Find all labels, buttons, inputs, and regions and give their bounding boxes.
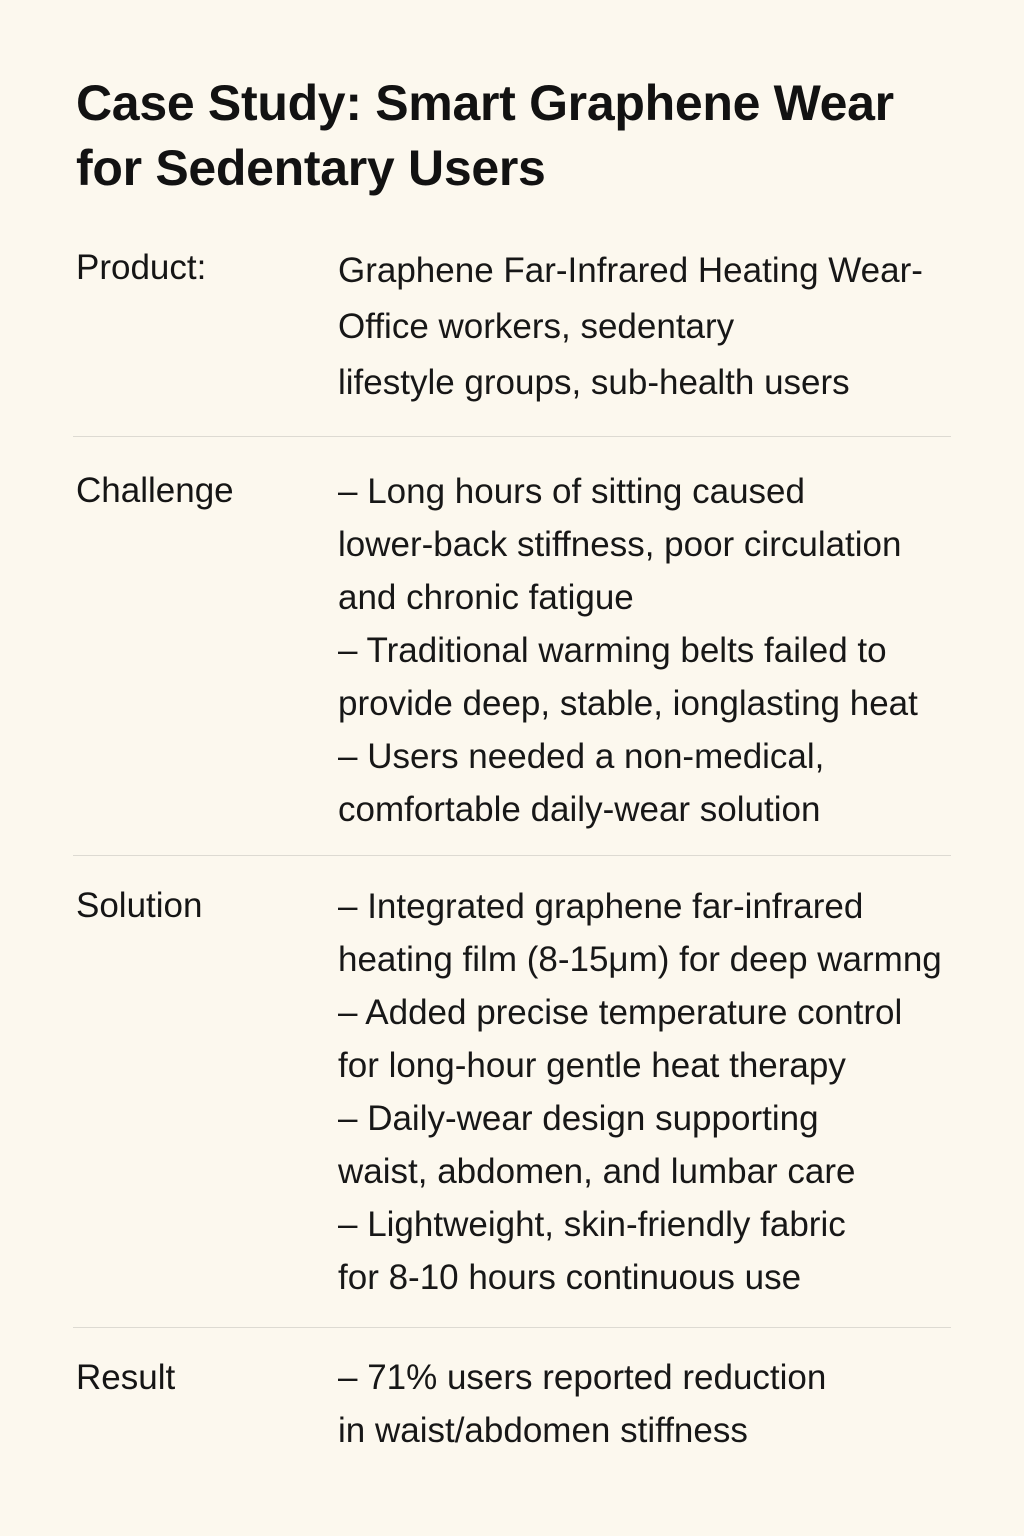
- product-label: Product:: [76, 248, 207, 287]
- title-line-1: Case Study: Smart Graphene Wear: [76, 75, 894, 131]
- result-content: [338, 1351, 998, 1457]
- challenge-label: Challenge: [76, 471, 234, 510]
- solution-line: for long-hour gentle heat therapy: [338, 1046, 846, 1085]
- solution-label: Solution: [76, 886, 203, 925]
- challenge-line: provide deep, stable, ionglasting heat: [338, 684, 918, 723]
- challenge-line: lower-back stiffness, poor circulation: [338, 525, 902, 564]
- product-line: Graphene Far-Infrared Heating Wear-: [338, 251, 923, 290]
- challenge-line: – Users needed a non-medical,: [338, 737, 825, 776]
- page-title: [76, 71, 976, 201]
- section-divider: [73, 1327, 951, 1328]
- product-content: [338, 243, 998, 411]
- solution-line: – Daily-wear design supporting: [338, 1099, 819, 1138]
- challenge-content: [338, 465, 998, 836]
- solution-line: heating film (8-15μm) for deep warmng: [338, 940, 942, 979]
- solution-line: – Lightweight, skin-friendly fabric: [338, 1205, 846, 1244]
- challenge-line: comfortable daily-wear solution: [338, 790, 821, 829]
- result-line: in waist/abdomen stiffness: [338, 1411, 748, 1450]
- challenge-line: and chronic fatigue: [338, 578, 634, 617]
- solution-line: – Integrated graphene far-infrared: [338, 887, 864, 926]
- section-divider: [73, 855, 951, 856]
- solution-line: waist, abdomen, and lumbar care: [338, 1152, 856, 1191]
- solution-line: for 8-10 hours continuous use: [338, 1258, 802, 1297]
- challenge-line: – Long hours of sitting caused: [338, 472, 805, 511]
- result-line: – 71% users reported reduction: [338, 1358, 827, 1397]
- section-divider: [73, 436, 951, 437]
- product-line: Office workers, sedentary: [338, 307, 735, 346]
- solution-line: – Added precise temperature control: [338, 993, 903, 1032]
- solution-content: [338, 880, 998, 1304]
- result-label: Result: [76, 1358, 176, 1397]
- product-line: lifestyle groups, sub-health users: [338, 363, 850, 402]
- challenge-line: – Traditional warming belts failed to: [338, 631, 887, 670]
- title-line-2: for Sedentary Users: [76, 140, 546, 196]
